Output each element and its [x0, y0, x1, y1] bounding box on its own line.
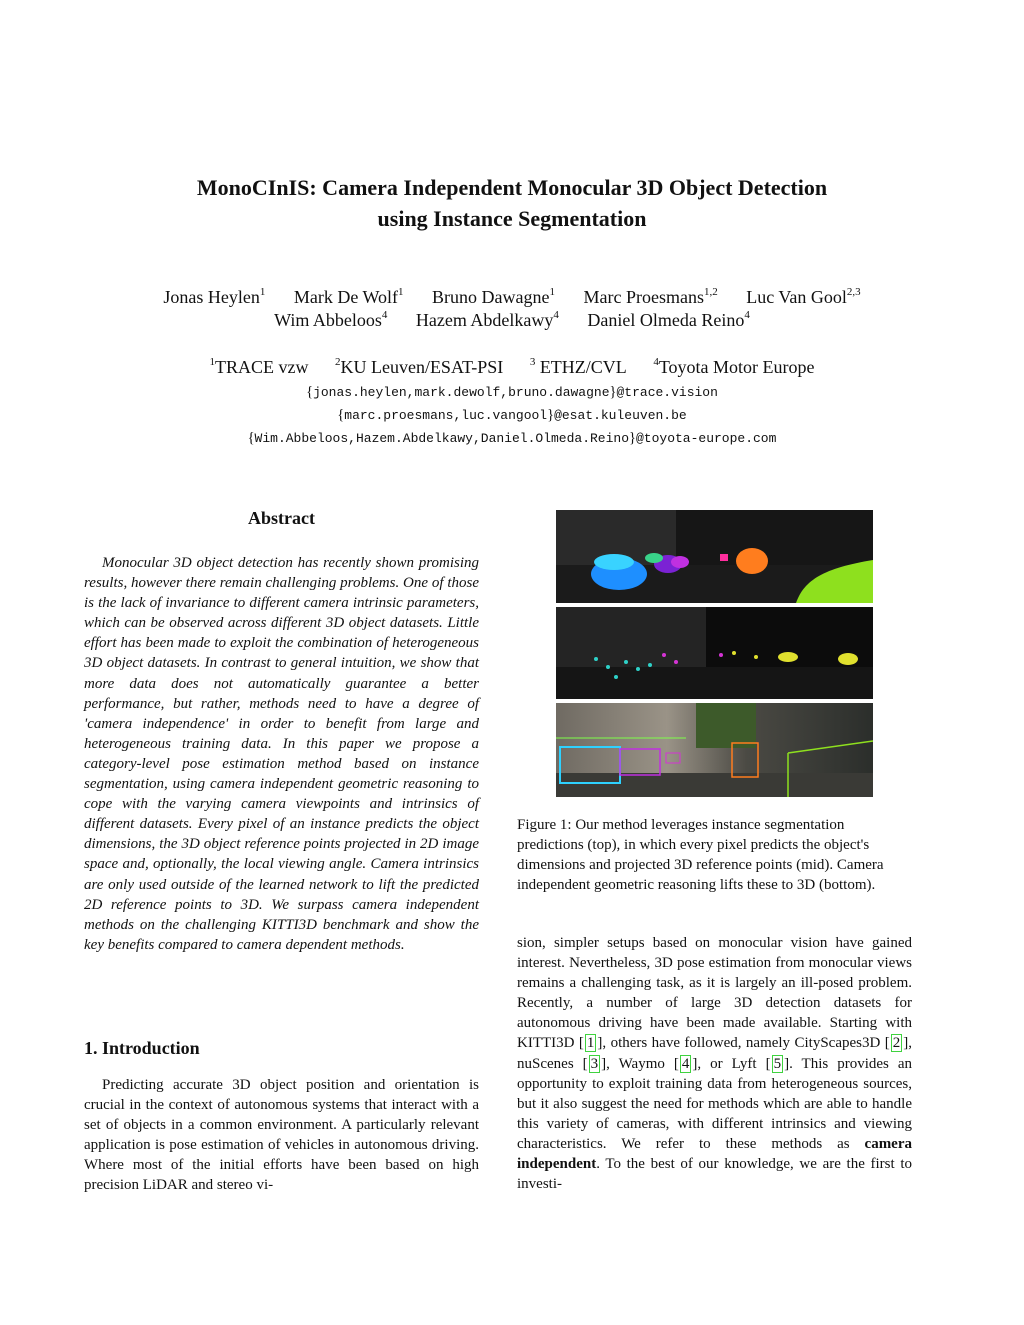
- 3d-detection-image: [556, 703, 873, 797]
- email-domain: @esat.kuleuven.be: [554, 408, 687, 423]
- text-run: , nuScenes: [517, 1035, 912, 1072]
- author-affil-mark: 2,3: [846, 286, 861, 298]
- author-name: Mark De Wolf: [293, 287, 399, 307]
- paper-title: [0, 172, 1024, 234]
- affiliation-name: ETHZ/CVL: [535, 357, 627, 377]
- right-column-text: sion, simpler setups based on monocular vision have gained interest. Nevertheless, 3D pose estimation from monocular views remains a challenging task, as it is largely an ill-posed problem. Recently, a number of large 3D detection datasets for autonomous driving have been made available. Starting with KITTI3D [ 1 ], others have followed, namely CityScapes3D [ 2 ], nuScenes [ 3 ], Waymo [ 4 ], or Lyft [ 5 ]. This provides an opportunity to exploit training data from heterogeneous sources, but it also suggest the need for methods which are able to handle this variety of cameras, with different intrinsics and viewing characteristics. We refer to these methods as camera independent. To the best of our knowledge, we are the first to investi-: [517, 935, 912, 1193]
- affiliation: [653, 357, 814, 377]
- text-run: , or Lyft: [697, 1055, 757, 1072]
- citation-link[interactable]: 5: [773, 1055, 782, 1072]
- title-line-1: MonoCInIS: Camera Independent Monocular 3D Object Detection: [196, 175, 828, 200]
- email-domain: @toyota-europe.com: [635, 431, 777, 446]
- citation-link[interactable]: 4: [681, 1055, 690, 1072]
- affiliation-name: Toyota Motor Europe: [658, 357, 815, 377]
- bold-term: camera independent: [517, 1135, 912, 1173]
- author-list: [0, 286, 1024, 332]
- abstract-text: Monocular 3D object detection has recently shown promising results, however there remain challenging problems. One of those is the lack of invariance to different camera intrinsic parameters, which can be observed across different 3D object datasets. Little effort has been made to exploit the combination of heterogeneous 3D object datasets. In contrast to general intuition, we show that more data does not automatically guarantee a better performance, but rather, methods need to have a degree of 'camera independence' in order to benefit from large and heterogeneous training data. In this paper we propose a category-level pose estimation method based on instance segmentation, using camera independent geometric reasoning to cope with the varying camera viewpoints and intrinsics of different datasets. Every pixel of an instance predicts the object dimensions, the 3D object reference points projected in 2D image space and, optionally, the local viewing angle. Camera intrinsics are only used outside of the learned network to lift the predicted 2D reference points to 3D. We surpass camera independent methods on the challenging KITTI3D benchmark and show the key benefits compared to camera dependent methods.: [84, 555, 479, 953]
- email-users: jonas.heylen,mark.dewolf,bruno.dawagne: [313, 385, 610, 400]
- affiliation-name: KU Leuven/ESAT-PSI: [340, 357, 504, 377]
- author-affil-mark: 4: [553, 309, 559, 321]
- author-affil-mark: 4: [744, 309, 750, 321]
- reference-points-image: [556, 607, 873, 699]
- author: [587, 310, 749, 330]
- author-row-1: [0, 286, 1024, 309]
- title-line-2: using Instance Segmentation: [377, 206, 647, 231]
- email-domain: @trace.vision: [616, 385, 718, 400]
- email-list: [0, 381, 1024, 450]
- email-users: marc.proesmans,luc.vangool: [344, 408, 548, 423]
- text-run: sion, simpler setups based on monocular vision have gained interest. Nevertheless, 3D pose estimation from monocular views remains a challenging task, as it is largely an ill-posed problem. Recently, a number of large 3D detection datasets for autonomous driving have been made available. Starting with KITTI3D: [517, 935, 912, 1052]
- affiliation: [335, 357, 503, 377]
- introduction-heading: 1. Introduction: [84, 1038, 200, 1058]
- affiliation: [530, 357, 627, 377]
- author: [432, 287, 555, 307]
- author-name: Marc Proesmans: [583, 287, 704, 307]
- segmentation-image: [556, 510, 873, 603]
- author: [274, 310, 387, 330]
- author: [746, 287, 860, 307]
- text-run: . To the best of our knowledge, we are the first to investi-: [517, 1156, 912, 1193]
- affiliation-mark: 2: [334, 356, 341, 368]
- author-affil-mark: 1: [259, 286, 266, 298]
- author-name: Bruno Dawagne: [432, 287, 550, 307]
- email-users: Wim.Abbeloos,Hazem.Abdelkawy,Daniel.Olmeda.Reino: [254, 431, 630, 446]
- affiliation: [209, 357, 308, 377]
- email-line: {jonas.heylen,mark.dewolf,bruno.dawagne}@trace.vision: [306, 384, 718, 400]
- affiliation-mark: 1: [209, 356, 215, 368]
- citation-link[interactable]: 2: [892, 1035, 901, 1052]
- author: [294, 287, 404, 307]
- author: [416, 310, 559, 330]
- citation-link[interactable]: 3: [590, 1055, 599, 1072]
- author-name: Jonas Heylen: [163, 287, 260, 307]
- author-name: Hazem Abdelkawy: [415, 310, 554, 330]
- figure-caption: Figure 1: Our method leverages instance segmentation predictions (top), in which every pixel predicts the object's dimensions and projected 3D reference points (mid). Camera independent geometric reasoning lifts these to 3D (bottom).: [517, 817, 884, 894]
- citation-link[interactable]: 1: [586, 1035, 595, 1052]
- author-row-2: [0, 309, 1024, 332]
- text-run: . This provides an opportunity to exploit training data from heterogeneous sources, but it also suggest the need for methods which are able to handle this variety of cameras, with different intrinsics and viewing characteristics. We refer to these methods as: [517, 1055, 912, 1152]
- affiliation-mark: 3: [529, 356, 536, 368]
- text-run: , others have followed, namely CityScapes3D: [602, 1035, 881, 1052]
- author-affil-mark: 4: [381, 309, 388, 321]
- text-run: , Waymo: [606, 1055, 665, 1072]
- figure-panel-segmentation: [556, 510, 873, 603]
- affiliation-name: TRACE vzw: [214, 357, 309, 377]
- email-line: {Wim.Abbeloos,Hazem.Abdelkawy,Daniel.Olmeda.Reino}@toyota-europe.com: [247, 430, 777, 446]
- author-affil-mark: 1: [398, 286, 404, 298]
- affiliation-list: [0, 355, 1024, 379]
- affiliation-mark: 4: [653, 356, 659, 368]
- figure-panel-3d-boxes: [556, 703, 873, 797]
- abstract-heading: Abstract: [248, 508, 315, 528]
- author-affil-mark: 1: [549, 286, 555, 298]
- author-name: Luc Van Gool: [746, 287, 847, 307]
- figure-panel-reference-points: [556, 607, 873, 699]
- author-name: Wim Abbeloos: [274, 310, 382, 330]
- author-affil-mark: 1,2: [703, 286, 718, 298]
- email-line: {marc.proesmans,luc.vangool}@esat.kuleuven.be: [337, 407, 687, 423]
- author-name: Daniel Olmeda Reino: [587, 310, 745, 330]
- author: [163, 287, 265, 307]
- author: [584, 287, 718, 307]
- introduction-text: Predicting accurate 3D object position and orientation is crucial in the context of autonomous systems that interact with a set of objects in a common environment. A particularly relevant application is pose estimation of vehicles in autonomous driving. Where most of the initial efforts have been based on high precision LiDAR and stereo vi-: [84, 1077, 479, 1194]
